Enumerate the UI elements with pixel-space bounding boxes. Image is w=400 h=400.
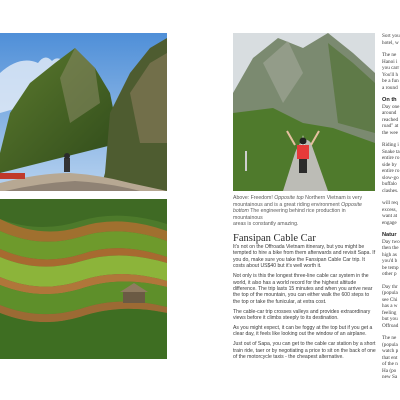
caption-text: mountainous and is a great riding environment — [233, 201, 342, 208]
column-text-line: Day one — [382, 103, 400, 110]
caption-text: areas is constantly amazing. — [233, 221, 299, 228]
column-text-line: Ha (po — [382, 367, 397, 374]
column-text-line: see Chi — [382, 296, 398, 303]
column-text-line: feeling — [382, 309, 397, 316]
column-text-line: You'll h — [382, 71, 399, 78]
column-text-line: new Sa — [382, 374, 398, 380]
column-text-line: slow-go — [382, 174, 399, 181]
column-text-line: (popula — [382, 290, 398, 296]
caption-text: Northern Vietnam is very — [303, 195, 363, 201]
photo-caption — [233, 195, 375, 228]
column-text-line: road" at — [382, 123, 399, 129]
clipped-right-column — [382, 33, 400, 381]
column-text-line: Day thr — [382, 283, 398, 290]
column-text-line: engage — [382, 219, 397, 226]
column-heading: Natur — [382, 232, 397, 238]
caption-ref: bottom — [233, 208, 249, 215]
column-text-line: be temp — [382, 264, 399, 271]
paragraph: Just out of Sapa, you can get to the cable car station by a short train ride, taer or by negotiating a price to sit on the back of one of the motorcycle taxis - the cheapest alternative. — [233, 341, 376, 361]
column-text-line: be a fun — [382, 78, 399, 84]
column-text-line: clashes. — [382, 187, 399, 194]
column-text-line: (popula — [382, 341, 398, 348]
column-text-line: Riding i — [382, 142, 399, 148]
caption-text: The engineering behind rice production in mountainous — [233, 208, 346, 221]
column-text-line: hotel, w — [382, 39, 399, 46]
paragraph: It's not on the Offroada Vietnam itinerary, but you might be tempted to hire a bike from them afterwards and revisit Sapa. If you do, make sure you take the Fansipan Cable Car trip. It costs about US$40 but it's well worth it. — [233, 244, 376, 270]
paragraph: The cable-car trip crosses valleys and provides extraordinary views before it climbs steeply to its destination. — [233, 308, 371, 322]
column-text-line: then the — [382, 245, 399, 251]
column-text-line: high as — [382, 251, 397, 258]
column-text-line: buffalo — [382, 181, 397, 187]
column-text-line: The ne — [382, 335, 397, 341]
caption-text: Above: Freedom! — [233, 195, 275, 201]
column-text-line: entire ro — [382, 155, 400, 161]
column-text-line: a round — [382, 84, 398, 91]
column-text-line: the wee — [382, 129, 398, 136]
paragraph: As you might expect, it can be foggy at the top but if you get a clear day, it feels like looking out the window of an airplane. — [233, 324, 373, 338]
column-text-line: want at — [382, 213, 398, 219]
article-body — [233, 244, 376, 364]
column-text-line: The ne — [382, 52, 397, 58]
column-text-line: Sort you — [382, 33, 400, 39]
column-text-line: other p — [382, 271, 397, 277]
column-text-line: watch p — [382, 348, 399, 354]
column-text-line: you carr — [382, 65, 400, 71]
caption-ref: Opposite top — [274, 195, 304, 201]
column-text-line: but you — [382, 316, 398, 322]
column-text-line: that ent — [382, 354, 398, 361]
rice-terraces-photo — [0, 199, 167, 359]
column-text-line: reached — [382, 116, 399, 123]
column-text-line: Snake ta — [382, 148, 400, 155]
column-text-line: excess, — [382, 206, 397, 213]
column-text-line: has a w — [382, 303, 398, 309]
column-text-line: Offroad — [382, 322, 399, 329]
paragraph: Not only is this the longest three-line cable car system in the world, it also has a world record for the highest altitude difference. The trip lasts 15 minutes and when you arrive near the top of the mountain, you can either walk the 600 steps to the top or take the funicular, at extra cost. — [233, 273, 373, 305]
column-text-line: of the n — [382, 361, 398, 367]
column-text-line: Hanoi i — [382, 58, 398, 65]
column-text-line: side by — [382, 161, 397, 168]
column-text-line: will req — [382, 200, 398, 206]
section-heading: Fansipan Cable Car — [233, 233, 316, 244]
column-text-line: around — [382, 110, 397, 116]
column-text-line: Day two — [382, 238, 400, 245]
column-text-line: you'd b — [382, 258, 398, 264]
column-text-line: entire ro — [382, 168, 400, 174]
rider-freedom-photo — [233, 33, 375, 191]
column-heading: On th — [382, 97, 397, 103]
mountain-road-photo — [0, 33, 167, 191]
caption-ref: Opposite — [341, 201, 362, 208]
